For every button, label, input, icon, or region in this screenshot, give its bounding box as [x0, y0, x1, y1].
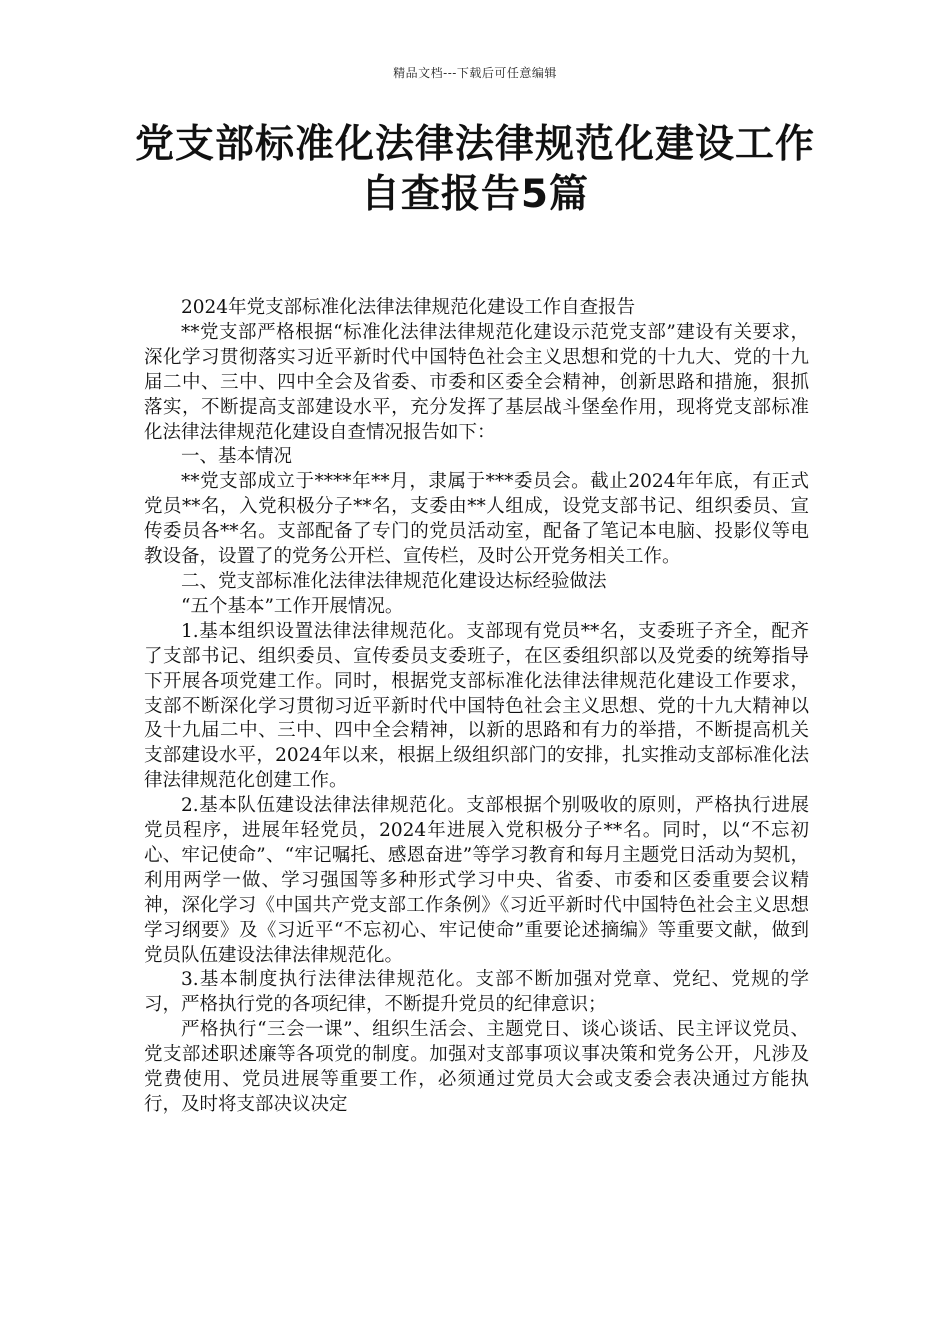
item-2-paragraph: 2.基本队伍建设法律法律规范化。支部根据个别吸收的原则，严格执行进展党员程序，进展年轻党员，2024年进展入党积极分子**名。同时，以“不忘初心、牢记使命”、“牢记嘱托、感恩奋进”等学习教育和每月主题党日活动为契机，利用两学一做、学习强国等多种形式学习中央、省委、市委和区委重要会议精神，深化学习《中国共产党支部工作条例》《习近平新时代中国特色社会主义思想学习纲要》及《习近平“不忘初心、牢记使命”重要论述摘编》等重要文献，做到党员队伍建设法律法律规范化。	[144, 795, 809, 966]
header-note: 精品文档---下载后可任意编辑	[393, 66, 557, 80]
report-subtitle: 2024年党支部标准化法律法律规范化建设工作自查报告	[181, 297, 636, 318]
basic-info-paragraph: **党支部成立于****年**月，隶属于***委员会。截止2024年年底，有正式党员**名，入党积极分子**名，支委由**人组成，设党支部书记、组织委员、宣传委员各**名。支部配备了专门的党员活动室，配备了笔记本电脑、投影仪等电教设备，设置了的党务公开栏、宣传栏，及时公开党务相关工作。	[144, 471, 809, 568]
intro-paragraph: **党支部严格根据“标准化法律法律规范化建设示范党支部”建设有关要求，深化学习贯彻落实习近平新时代中国特色社会主义思想和党的十九大、党的十九届二中、三中、四中全会及省委、市委和区委全会精神，创新思路和措施，狠抓落实，不断提高支部建设水平，充分发挥了基层战斗堡垒作用，现将党支部标准化法律法律规范化建设自查情况报告如下：	[144, 321, 809, 443]
title-line-1: 党支部标准化法律法律规范化建设工作	[134, 122, 815, 167]
document-body	[144, 296, 809, 1118]
document-title	[80, 120, 870, 220]
section-heading-practices: 二、党支部标准化法律法律规范化建设达标经验做法	[181, 570, 607, 592]
item-3-paragraph: 3.基本制度执行法律法律规范化。支部不断加强对党章、党纪、党规的学习，严格执行党的各项纪律，不断提升党员的纪律意识；	[144, 969, 809, 1016]
section-heading-basic-info: 一、基本情况	[181, 446, 293, 468]
five-basics-heading: “五个基本”工作开展情况。	[181, 595, 404, 617]
item-1-paragraph: 1.基本组织设置法律法律规范化。支部现有党员**名，支委班子齐全，配齐了支部书记、组织委员、宣传委员支委班子，在区委组织部以及党委的统筹指导下开展各项党建工作。同时，根据党支部标准化法律法律规范化建设工作要求，支部不断深化学习贯彻习近平新时代中国特色社会主义思想、党的十九大精神以及十九届二中、三中、四中全会精神，以新的思路和有力的举措，不断提高机关支部建设水平，2024年以来，根据上级组织部门的安排，扎实推动支部标准化法律法律规范化创建工作。	[144, 620, 809, 792]
title-line-2: 自查报告5篇	[360, 172, 590, 217]
system-execution-paragraph: 严格执行“三会一课”、组织生活会、主题党日、谈心谈话、民主评议党员、党支部述职述廉等各项党的制度。加强对支部事项议事决策和党务公开，凡涉及党费使用、党员进展等重要工作，必须通过党员大会或支委会表决通过方能执行，及时将支部决议决定	[144, 1019, 809, 1115]
